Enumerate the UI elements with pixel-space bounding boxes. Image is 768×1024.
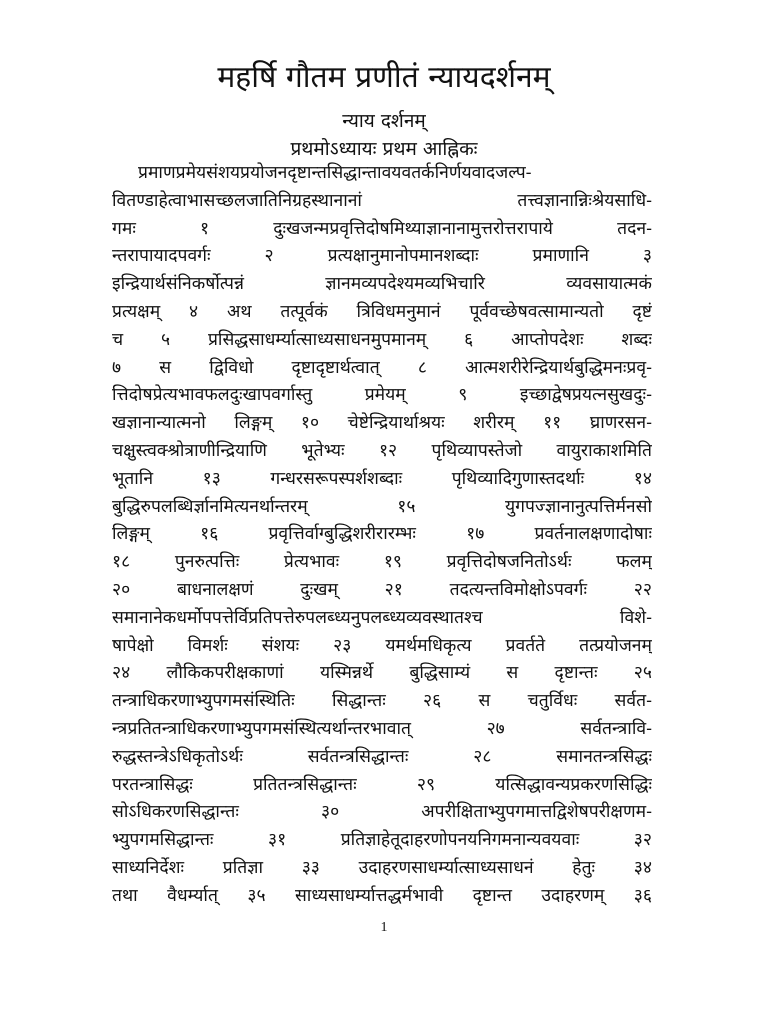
text-line: ७ स द्विविधो दृष्टादृष्टार्थत्वात् ८ आत्मशरीरेन्द्रियार्थबुद्धिमनःप्रवृ-	[112, 357, 652, 378]
text-line: प्रत्यक्षम् ४ अथ तत्पूर्वकं त्रिविधमनुमानं पूर्ववच्छेषवत्सामान्यतो दृष्टं	[112, 301, 652, 322]
text-line: त्तिदोषप्रेत्यभावफलदुःखापवर्गास्तु प्रमेयम् ९ इच्छाद्वेषप्रयत्नसुखदुः-	[112, 385, 652, 406]
page-title: महर्षि गौतम प्रणीतं न्यायदर्शनम्	[217, 60, 551, 95]
text-line: तथा वैधर्म्यात् ३५ साध्यसाधर्म्यात्तद्धर्मभावी दृष्टान्त उदाहरणम् ३६	[112, 885, 652, 906]
text-line: १८ पुनरुत्पत्तिः प्रेत्यभावः १९ प्रवृत्तिदोषजनितोऽर्थः फलम्	[112, 552, 652, 573]
text-line: लिङ्गम् १६ प्रवृत्तिर्वाग्बुद्धिशरीरारम्भः १७ प्रवर्तनालक्षणादोषाः	[112, 524, 652, 545]
text-line: षापेक्षो विमर्शः संशयः २३ यमर्थमधिकृत्य प्रवर्तते तत्प्रयोजनम्	[112, 635, 652, 656]
text-line: गमः १ दुःखजन्मप्रवृत्तिदोषमिथ्याज्ञानानामुत्तरोत्तरापाये तदन-	[112, 218, 652, 239]
text-line: २४ लौकिकपरीक्षकाणां यस्मिन्नर्थे बुद्धिसाम्यं स दृष्टान्तः २५	[112, 663, 652, 684]
section-heading: प्रथमोऽध्यायः प्रथम आह्निकः	[290, 138, 478, 160]
text-line: परतन्त्रासिद्धः प्रतितन्त्रसिद्धान्तः २९ यत्सिद्धावन्यप्रकरणसिद्धिः	[112, 774, 652, 795]
text-line: खज्ञानान्यात्मनो लिङ्गम् १० चेष्टेन्द्रियार्थाश्रयः शरीरम् ११ घ्राणरसन-	[112, 413, 652, 434]
text-line: च ५ प्रसिद्धसाधर्म्यात्साध्यसाधनमुपमानम् ६ आप्तोपदेशः शब्दः	[112, 329, 652, 350]
text-line: वितण्डाहेत्वाभासच्छलजातिनिग्रहस्थानानां तत्त्वज्ञानान्निःश्रेयसाधि-	[112, 190, 652, 211]
text-line: सोऽधिकरणसिद्धान्तः ३० अपरीक्षिताभ्युपगमात्तद्विशेषपरीक्षणम-	[112, 802, 652, 823]
text-line: तन्त्राधिकरणाभ्युपगमसंस्थितिः सिद्धान्तः २६ स चतुर्विधः सर्वत-	[112, 691, 652, 712]
sutra-text-block	[112, 160, 652, 911]
text-line: चक्षुस्त्वक्श्रोत्राणीन्द्रियाणि भूतेभ्यः १२ पृथिव्यापस्तेजो वायुराकाशमिति	[112, 440, 652, 461]
text-line: बुद्धिरुपलब्धिर्ज्ञानमित्यनर्थान्तरम् १५ युगपज्ज्ञानानुत्पत्तिर्मनसो	[112, 496, 652, 517]
page-number: 1	[380, 920, 388, 935]
text-line: समानानेकधर्मोपपत्तेर्विप्रतिपत्तेरुपलब्ध्यनुपलब्ध्यव्यवस्थातश्च विशे-	[112, 607, 652, 628]
text-line: रुद्धस्तन्त्रेऽधिकृतोऽर्थः सर्वतन्त्रसिद्धान्तः २८ समानतन्त्रसिद्धः	[112, 746, 652, 767]
text-line: साध्यनिर्देशः प्रतिज्ञा ३३ उदाहरणसाधर्म्यात्साध्यसाधनं हेतुः ३४	[112, 857, 652, 878]
text-line: इन्द्रियार्थसंनिकर्षोत्पन्नं ज्ञानमव्यपदेश्यमव्यभिचारि व्यवसायात्मकं	[112, 274, 652, 295]
text-line: न्त्रप्रतितन्त्राधिकरणाभ्युपगमसंस्थित्यर्थान्तरभावात् २७ सर्वतन्त्रावि-	[112, 718, 652, 739]
text-line: भ्युपगमसिद्धान्तः ३१ प्रतिज्ञाहेतूदाहरणोपनयनिगमनान्यवयवाः ३२	[112, 830, 652, 851]
text-line: न्तरापायादपवर्गः २ प्रत्यक्षानुमानोपमानशब्दाः प्रमाणानि ३	[112, 246, 652, 267]
text-line: २० बाधनालक्षणं दुःखम् २१ तदत्यन्तविमोक्षोऽपवर्गः २२	[112, 579, 652, 600]
text-line: भूतानि १३ गन्धरसरूपस्पर्शशब्दाः पृथिव्यादिगुणास्तदर्थाः १४	[112, 468, 652, 489]
document-subtitle: न्याय दर्शनम्	[342, 110, 426, 132]
text-line: प्रमाणप्रमेयसंशयप्रयोजनदृष्टान्तसिद्धान्तावयवतर्कनिर्णयवादजल्प-	[138, 163, 532, 183]
